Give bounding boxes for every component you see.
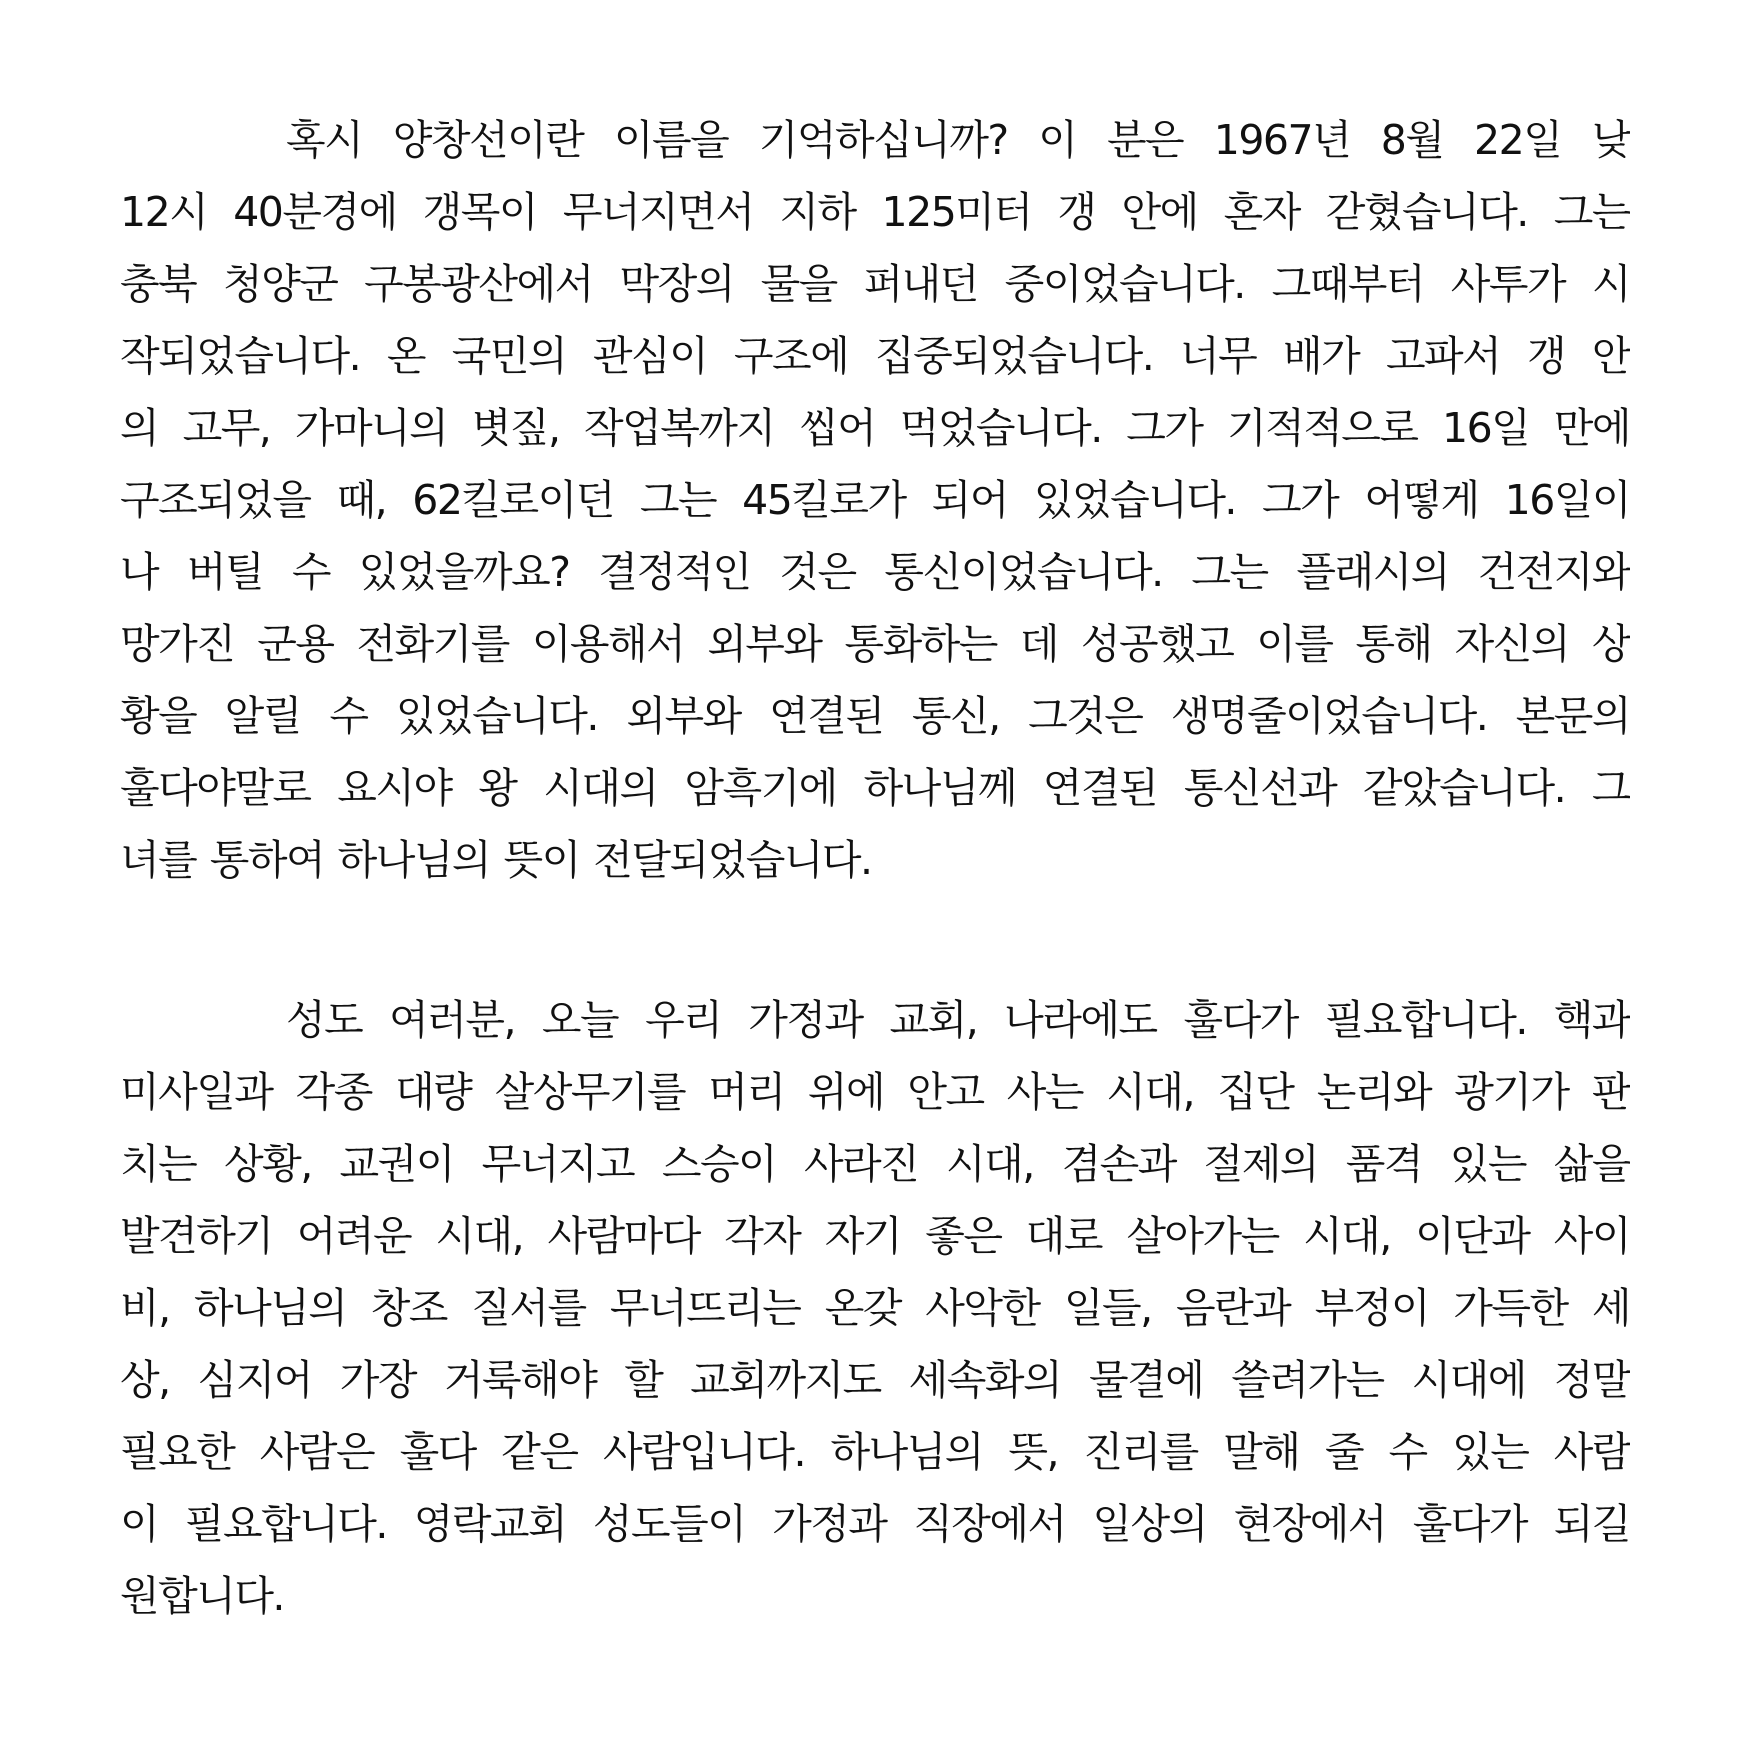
paragraph-line: 녀를 통하여 하나님의 뜻이 전달되었습니다.: [120, 836, 872, 884]
paragraph-line: 12시 40분경에 갱목이 무너지면서 지하 125미터 갱 안에 혼자 갇혔습니다. 그는: [120, 188, 1630, 236]
paragraph-line: 미사일과 각종 대량 살상무기를 머리 위에 안고 사는 시대, 집단 논리와 광기가 판: [120, 1068, 1630, 1116]
paragraph-line: 훌다야말로 요시야 왕 시대의 암흑기에 하나님께 연결된 통신선과 같았습니다. 그: [120, 764, 1630, 812]
paragraph-line: 상, 심지어 가장 거룩해야 할 교회까지도 세속화의 물결에 쓸려가는 시대에 정말: [120, 1356, 1630, 1404]
paragraph-line: 황을 알릴 수 있었습니다. 외부와 연결된 통신, 그것은 생명줄이었습니다. 본문의: [120, 692, 1630, 740]
paragraph-line: 의 고무, 가마니의 볏짚, 작업복까지 씹어 먹었습니다. 그가 기적적으로 16일 만에: [120, 404, 1630, 452]
paragraph-1: [120, 104, 1630, 896]
paragraph-line: 필요한 사람은 훌다 같은 사람입니다. 하나님의 뜻, 진리를 말해 줄 수 있는 사람: [120, 1428, 1630, 1476]
paragraph-2: [120, 984, 1630, 1632]
paragraph-line: 이 필요합니다. 영락교회 성도들이 가정과 직장에서 일상의 현장에서 훌다가 되길: [120, 1500, 1630, 1548]
paragraph-line: 작되었습니다. 온 국민의 관심이 구조에 집중되었습니다. 너무 배가 고파서 갱 안: [120, 332, 1630, 380]
paragraph-line: 원합니다.: [120, 1572, 284, 1620]
paragraph-line: 비, 하나님의 창조 질서를 무너뜨리는 온갖 사악한 일들, 음란과 부정이 가득한 세: [120, 1284, 1630, 1332]
paragraph-line: 구조되었을 때, 62킬로이던 그는 45킬로가 되어 있었습니다. 그가 어떻게 16일이: [120, 476, 1630, 524]
paragraph-line: 발견하기 어려운 시대, 사람마다 각자 자기 좋은 대로 살아가는 시대, 이단과 사이: [120, 1212, 1630, 1260]
paragraph-line: 치는 상황, 교권이 무너지고 스승이 사라진 시대, 겸손과 절제의 품격 있는 삶을: [120, 1140, 1630, 1188]
paragraph-line: 혹시 양창선이란 이름을 기억하십니까? 이 분은 1967년 8월 22일 낮: [286, 116, 1630, 164]
paragraph-line: 성도 여러분, 오늘 우리 가정과 교회, 나라에도 훌다가 필요합니다. 핵과: [286, 996, 1630, 1044]
paragraph-line: 망가진 군용 전화기를 이용해서 외부와 통화하는 데 성공했고 이를 통해 자신의 상: [120, 620, 1630, 668]
paragraph-line: 충북 청양군 구봉광산에서 막장의 물을 퍼내던 중이었습니다. 그때부터 사투가 시: [120, 260, 1630, 308]
paragraph-line: 나 버틸 수 있었을까요? 결정적인 것은 통신이었습니다. 그는 플래시의 건전지와: [120, 548, 1630, 596]
